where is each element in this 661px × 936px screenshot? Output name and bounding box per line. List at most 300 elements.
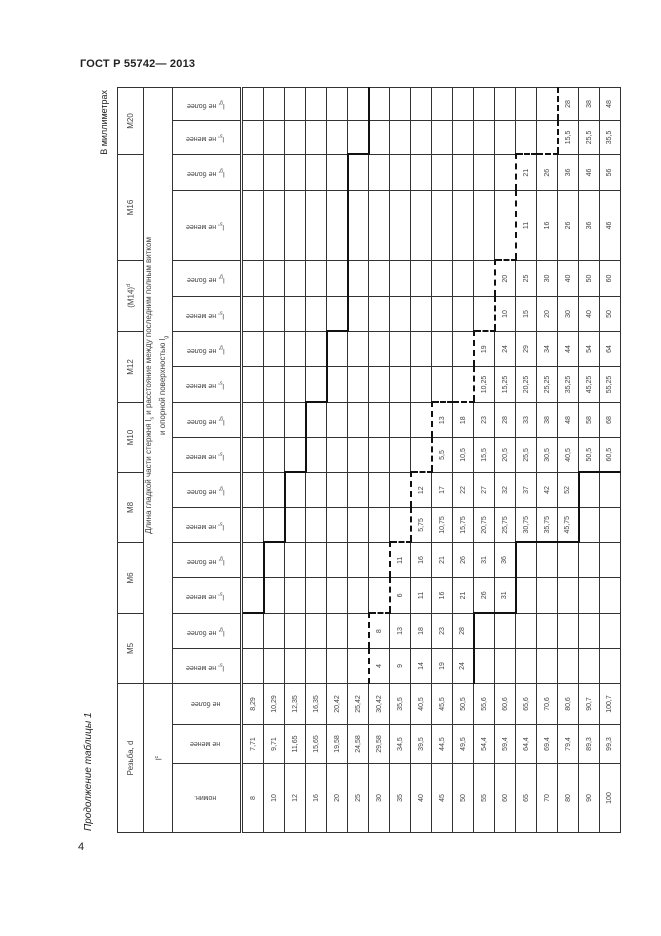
lg-cell xyxy=(285,87,306,120)
ls-cell: 15 xyxy=(516,296,537,331)
ls-cell xyxy=(285,120,306,154)
ls-cell xyxy=(558,648,579,683)
ls-cell: 19 xyxy=(432,648,453,683)
ls-cell: 35,5 xyxy=(600,120,621,154)
lg-cell xyxy=(390,472,411,507)
size-name: (M14) xyxy=(126,286,136,308)
lg-cell: 29 xyxy=(516,331,537,366)
lg-header-sub: g xyxy=(219,485,223,492)
ls-header-suffix: , не менее xyxy=(186,135,221,143)
table-row xyxy=(306,87,327,832)
ls-header-sub: s xyxy=(220,132,223,139)
lg-cell xyxy=(390,331,411,366)
lg-cell xyxy=(348,154,369,190)
ls-cell: 5,5 xyxy=(432,437,453,472)
lg-cell: 27 xyxy=(474,472,495,507)
lg-header-label: l xyxy=(222,170,225,178)
table-row xyxy=(242,87,264,832)
lg-header-text xyxy=(187,415,225,424)
ls-cell: 6 xyxy=(390,577,411,613)
lg-cell xyxy=(453,331,474,366)
min-length-cell: 9,71 xyxy=(264,725,285,764)
nominal-length-cell: 80 xyxy=(558,764,579,833)
ls-header-sub: s xyxy=(220,661,223,668)
ls-header-sub: s xyxy=(220,590,223,597)
min-length-cell: 29,58 xyxy=(369,725,390,764)
lg-cell xyxy=(264,613,285,648)
ls-cell xyxy=(390,296,411,331)
ls-cell: 15,5 xyxy=(558,120,579,154)
size-name: M10 xyxy=(126,429,135,446)
ls-header xyxy=(173,648,242,683)
ls-cell xyxy=(285,648,306,683)
max-length-cell: 40,5 xyxy=(411,683,432,724)
lg-cell: 52 xyxy=(558,472,579,507)
min-length-cell: 24,58 xyxy=(348,725,369,764)
ls-header-suffix: , не менее xyxy=(186,311,221,319)
nominal-length-cell: 12 xyxy=(285,764,306,833)
lg-cell: 28 xyxy=(558,87,579,120)
ls-cell xyxy=(242,190,264,260)
ls-cell xyxy=(264,120,285,154)
ls-cell xyxy=(537,648,558,683)
max-length-cell: 65,6 xyxy=(516,683,537,724)
lg-cell xyxy=(306,331,327,366)
ls-header-sub: s xyxy=(220,220,223,227)
bolt-length-table xyxy=(117,87,621,833)
ls-cell xyxy=(327,366,348,402)
ls-cell: 25,5 xyxy=(516,437,537,472)
ls-cell: 11 xyxy=(411,577,432,613)
ls-cell xyxy=(306,437,327,472)
lg-cell xyxy=(242,542,264,577)
lg-cell xyxy=(306,472,327,507)
ls-cell xyxy=(411,296,432,331)
lg-cell xyxy=(474,260,495,296)
lg-cell xyxy=(327,154,348,190)
ls-cell: 9 xyxy=(390,648,411,683)
max-length-cell: 35,5 xyxy=(390,683,411,724)
ls-cell xyxy=(327,120,348,154)
ls-cell xyxy=(306,648,327,683)
ls-header-suffix: , не менее xyxy=(186,452,221,460)
lg-cell xyxy=(264,402,285,437)
lg-cell xyxy=(432,154,453,190)
ls-header-suffix: , не менее xyxy=(186,663,221,671)
table-row xyxy=(474,87,495,832)
ls-cell: 40,5 xyxy=(558,437,579,472)
max-label: не более xyxy=(190,700,221,708)
size-header xyxy=(118,613,144,683)
ls-cell xyxy=(264,190,285,260)
lg-cell: 13 xyxy=(432,402,453,437)
ls-cell: 36 xyxy=(579,190,600,260)
lg-cell xyxy=(348,87,369,120)
ls-header-text xyxy=(186,380,224,389)
lg-header-label: l xyxy=(222,346,225,354)
ls-header xyxy=(173,190,242,260)
ls-cell: 16 xyxy=(537,190,558,260)
ls-cell xyxy=(285,577,306,613)
lg-header-suffix: , не более xyxy=(186,276,220,284)
ls-cell xyxy=(390,507,411,542)
lg-cell xyxy=(327,402,348,437)
lg-cell xyxy=(495,87,516,120)
lg-cell: 25 xyxy=(516,260,537,296)
lg-cell: 48 xyxy=(600,87,621,120)
lg-cell xyxy=(453,154,474,190)
length-label-3: и опорной поверхностью l xyxy=(158,338,167,436)
table-row xyxy=(516,87,537,832)
ls-header-label: l xyxy=(222,223,225,231)
size-sup: d xyxy=(125,284,132,287)
length-header xyxy=(144,87,173,683)
lg-cell xyxy=(474,87,495,120)
lg-cell: 13 xyxy=(390,613,411,648)
max-length-cell: 50,5 xyxy=(453,683,474,724)
ls-cell xyxy=(390,437,411,472)
lg-cell xyxy=(348,472,369,507)
ls-header xyxy=(173,437,242,472)
lg-cell: 32 xyxy=(495,472,516,507)
lg-cell xyxy=(516,87,537,120)
page-number: 4 xyxy=(78,841,85,853)
table-row xyxy=(411,87,432,832)
ls-header-label: l xyxy=(222,311,225,319)
lg-cell xyxy=(537,542,558,577)
ls-cell xyxy=(369,577,390,613)
lg-header-suffix: , не более xyxy=(186,101,220,109)
lg-cell xyxy=(306,260,327,296)
lg-cell xyxy=(432,331,453,366)
thread-header: Резьба, d xyxy=(118,683,144,832)
nominal-length-cell: 8 xyxy=(242,764,264,833)
lg-cell xyxy=(369,260,390,296)
ls-cell xyxy=(411,437,432,472)
lg-cell xyxy=(537,87,558,120)
max-length-cell: 10,29 xyxy=(264,683,285,724)
nominal-length-cell: 70 xyxy=(537,764,558,833)
lg-header xyxy=(173,613,242,648)
lg-cell xyxy=(495,154,516,190)
lg-cell xyxy=(348,402,369,437)
ls-cell xyxy=(242,296,264,331)
lg-cell xyxy=(390,87,411,120)
lg-cell xyxy=(242,154,264,190)
ls-cell xyxy=(558,577,579,613)
ls-cell xyxy=(285,507,306,542)
ls-cell xyxy=(285,437,306,472)
ls-cell xyxy=(369,366,390,402)
lg-cell xyxy=(285,472,306,507)
ls-cell: 50 xyxy=(600,296,621,331)
lg-cell xyxy=(327,542,348,577)
lg-cell xyxy=(264,331,285,366)
ls-cell: 35,25 xyxy=(558,366,579,402)
ls-header xyxy=(173,120,242,154)
size-name: M6 xyxy=(126,572,135,584)
lg-cell: 31 xyxy=(474,542,495,577)
lg-cell: 28 xyxy=(495,402,516,437)
ls-cell xyxy=(327,507,348,542)
max-length-cell: 80,6 xyxy=(558,683,579,724)
ls-cell xyxy=(327,577,348,613)
lg-header-label: l xyxy=(222,417,225,425)
ls-header-sub: s xyxy=(220,309,223,316)
ls-cell xyxy=(453,190,474,260)
ls-cell xyxy=(411,120,432,154)
lg-cell xyxy=(285,402,306,437)
nominal-length-cell: 60 xyxy=(495,764,516,833)
length-label-1: Длина гладкой части стержня l xyxy=(144,419,154,534)
ls-cell: 26 xyxy=(558,190,579,260)
ls-cell: 20,75 xyxy=(474,507,495,542)
lg-cell xyxy=(242,472,264,507)
nominal-length-cell: 65 xyxy=(516,764,537,833)
max-length-cell: 8,29 xyxy=(242,683,264,724)
table-row xyxy=(600,87,621,832)
ls-cell xyxy=(242,120,264,154)
lg-header-text xyxy=(187,485,225,494)
lg-cell xyxy=(516,613,537,648)
table-row xyxy=(537,87,558,832)
lg-header xyxy=(173,331,242,366)
lg-cell: 54 xyxy=(579,331,600,366)
lg-cell: 37 xyxy=(516,472,537,507)
lg-cell xyxy=(432,260,453,296)
min-length-cell: 15,65 xyxy=(306,725,327,764)
nominal-length-cell: 16 xyxy=(306,764,327,833)
lg-header-label: l xyxy=(222,628,225,636)
lg-cell xyxy=(306,154,327,190)
ls-cell: 5,75 xyxy=(411,507,432,542)
nominal-length-cell: 100 xyxy=(600,764,621,833)
ls-header-text xyxy=(186,450,224,459)
table-row xyxy=(348,87,369,832)
lg-cell: 8 xyxy=(369,613,390,648)
ls-header xyxy=(173,366,242,402)
ls-cell: 15,25 xyxy=(495,366,516,402)
table-row xyxy=(453,87,474,832)
lg-cell xyxy=(474,613,495,648)
ls-cell xyxy=(432,120,453,154)
nominal-length-cell: 25 xyxy=(348,764,369,833)
lg-header xyxy=(173,402,242,437)
nominal-length-cell: 35 xyxy=(390,764,411,833)
ls-cell xyxy=(348,366,369,402)
min-length-cell: 7,71 xyxy=(242,725,264,764)
min-length-cell: 11,65 xyxy=(285,725,306,764)
ls-cell xyxy=(495,648,516,683)
ls-header-label: l xyxy=(222,452,225,460)
ls-cell xyxy=(348,190,369,260)
l-sup: c xyxy=(153,755,160,759)
units-note: В миллиметрах xyxy=(99,90,109,155)
ls-header xyxy=(173,577,242,613)
lg-cell xyxy=(285,542,306,577)
size-header xyxy=(118,331,144,402)
lg-cell xyxy=(579,542,600,577)
lg-cell xyxy=(411,402,432,437)
ls-header-label: l xyxy=(222,522,225,530)
lg-cell xyxy=(453,260,474,296)
lg-cell xyxy=(242,260,264,296)
ls-cell xyxy=(369,296,390,331)
lg-header-suffix: , не более xyxy=(186,557,220,565)
lg-cell xyxy=(474,154,495,190)
nominal-length-cell: 50 xyxy=(453,764,474,833)
max-length-cell: 100,7 xyxy=(600,683,621,724)
lg-cell xyxy=(242,402,264,437)
lg-cell xyxy=(242,331,264,366)
ls-cell xyxy=(264,648,285,683)
nominal-length-cell: 90 xyxy=(579,764,600,833)
ls-cell xyxy=(600,648,621,683)
ls-cell xyxy=(579,577,600,613)
lg-cell xyxy=(558,613,579,648)
ls-cell: 15,5 xyxy=(474,437,495,472)
ls-cell xyxy=(390,366,411,402)
table-row xyxy=(432,87,453,832)
lg-cell xyxy=(285,613,306,648)
ls-cell: 30,5 xyxy=(537,437,558,472)
lg-cell: 18 xyxy=(453,402,474,437)
ls-cell xyxy=(516,120,537,154)
table-row xyxy=(558,87,579,832)
ls-cell xyxy=(516,577,537,613)
ls-cell xyxy=(348,437,369,472)
ls-cell xyxy=(537,577,558,613)
ls-cell: 31 xyxy=(495,577,516,613)
size-name: M20 xyxy=(126,113,135,129)
max-length-cell: 90,7 xyxy=(579,683,600,724)
max-length-cell: 45,5 xyxy=(432,683,453,724)
ls-cell: 10,5 xyxy=(453,437,474,472)
ls-cell xyxy=(264,296,285,331)
ls-cell xyxy=(432,190,453,260)
ls-cell: 45,25 xyxy=(579,366,600,402)
table-row xyxy=(327,87,348,832)
max-length-cell: 55,6 xyxy=(474,683,495,724)
min-length-cell: 64,4 xyxy=(516,725,537,764)
ls-cell xyxy=(453,296,474,331)
size-name: M5 xyxy=(126,642,135,655)
lg-header-text xyxy=(187,555,225,564)
l-label: l xyxy=(154,758,164,761)
lg-cell: 56 xyxy=(600,154,621,190)
lg-cell xyxy=(411,87,432,120)
ls-cell xyxy=(579,507,600,542)
nominal-length-cell: 20 xyxy=(327,764,348,833)
lg-cell xyxy=(432,87,453,120)
ls-cell: 40 xyxy=(579,296,600,331)
lg-header-sub: g xyxy=(219,273,223,280)
lg-header-label: l xyxy=(222,557,225,565)
ls-header-suffix: , не менее xyxy=(186,593,221,601)
ls-cell xyxy=(306,366,327,402)
lg-header-label: l xyxy=(222,276,225,284)
lg-cell xyxy=(327,260,348,296)
ls-cell xyxy=(285,296,306,331)
lg-cell: 40 xyxy=(558,260,579,296)
ls-cell xyxy=(390,120,411,154)
lg-cell xyxy=(264,472,285,507)
min-length-cell: 49,5 xyxy=(453,725,474,764)
ls-cell: 21 xyxy=(453,577,474,613)
size-header xyxy=(118,154,144,260)
ls-cell xyxy=(453,366,474,402)
lg-cell xyxy=(579,613,600,648)
length-label-2: и расстояние между последним полным витком xyxy=(144,237,154,417)
nominal-length-cell: 30 xyxy=(369,764,390,833)
ls-cell xyxy=(242,577,264,613)
max-length-cell: 70,6 xyxy=(537,683,558,724)
lg-cell xyxy=(348,613,369,648)
ls-header-label: l xyxy=(222,593,225,601)
ls-cell xyxy=(495,120,516,154)
nominal-length-cell: 40 xyxy=(411,764,432,833)
ls-cell: 16 xyxy=(432,577,453,613)
table-row xyxy=(285,87,306,832)
lg-cell xyxy=(327,472,348,507)
lg-header xyxy=(173,472,242,507)
lg-cell: 36 xyxy=(558,154,579,190)
lg-cell xyxy=(348,260,369,296)
ls-cell xyxy=(285,366,306,402)
ls-header-text xyxy=(186,221,224,230)
lg-cell xyxy=(306,402,327,437)
lg-cell xyxy=(348,331,369,366)
ls-header-text xyxy=(186,309,224,318)
ls-header-text xyxy=(186,133,224,142)
lg-cell: 11 xyxy=(390,542,411,577)
ls-cell: 20,25 xyxy=(516,366,537,402)
lg-cell: 16 xyxy=(411,542,432,577)
size-name: M16 xyxy=(126,199,135,216)
ls-cell xyxy=(242,507,264,542)
lg-cell xyxy=(516,542,537,577)
lg-header-sub: g xyxy=(219,415,223,422)
lg-cell xyxy=(369,542,390,577)
min-length-cell: 89,3 xyxy=(579,725,600,764)
size-header xyxy=(118,402,144,472)
lg-cell xyxy=(369,402,390,437)
nominal-label: номин. xyxy=(194,794,217,802)
ls-cell: 25,5 xyxy=(579,120,600,154)
size-name: M8 xyxy=(126,501,135,514)
lg-cell: 18 xyxy=(411,613,432,648)
lg-header-label: l xyxy=(222,487,225,495)
size-header xyxy=(118,87,144,154)
lg-cell: 23 xyxy=(432,613,453,648)
lg-cell: 26 xyxy=(453,542,474,577)
ls-cell: 30,75 xyxy=(516,507,537,542)
min-length-cell: 59,4 xyxy=(495,725,516,764)
lg-header-text xyxy=(187,626,225,635)
lg-header-suffix: , не более xyxy=(186,628,220,636)
lg-cell: 24 xyxy=(495,331,516,366)
ls-cell: 60,5 xyxy=(600,437,621,472)
ls-cell: 26 xyxy=(474,577,495,613)
ls-cell: 15,75 xyxy=(453,507,474,542)
ls-cell: 46 xyxy=(600,190,621,260)
ls-cell xyxy=(348,507,369,542)
lg-cell xyxy=(453,87,474,120)
min-header xyxy=(173,725,242,764)
lg-header-suffix: , не более xyxy=(186,487,220,495)
lg-cell xyxy=(242,87,264,120)
size-header xyxy=(118,260,144,331)
